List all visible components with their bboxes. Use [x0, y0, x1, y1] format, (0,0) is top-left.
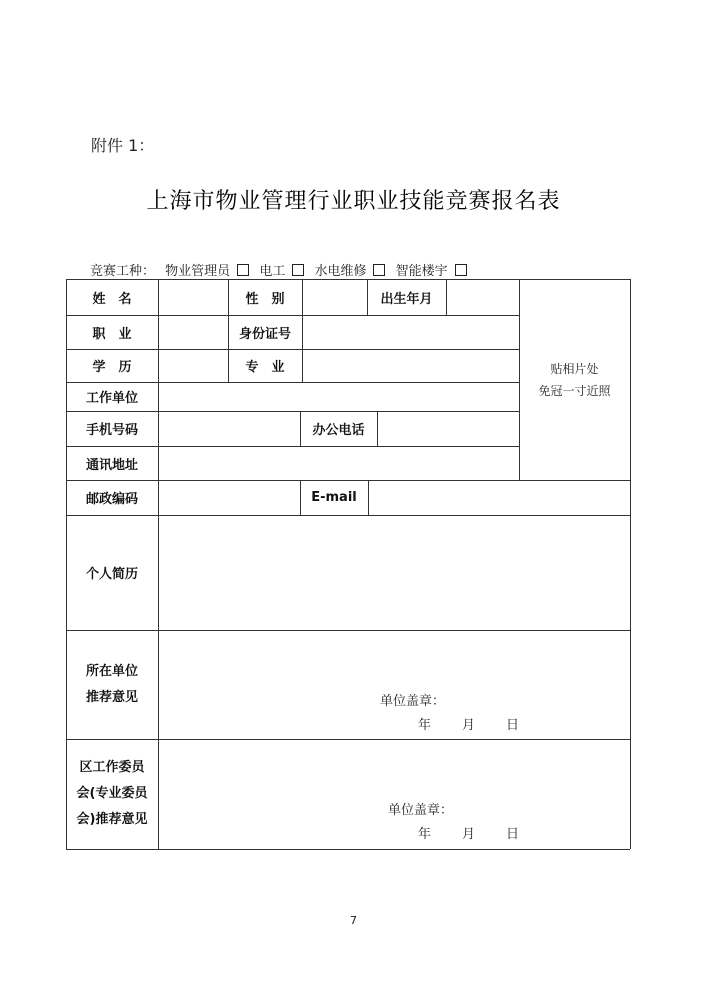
unit-recommendation-label: 所在单位 推荐意见: [85, 663, 138, 705]
checkbox-icon[interactable]: [373, 264, 385, 276]
name-label: 姓 名: [92, 291, 132, 307]
category-option-electrician[interactable]: 电工: [259, 264, 304, 279]
education-field[interactable]: [159, 350, 228, 382]
major-field[interactable]: [303, 350, 519, 382]
postcode-label: 邮政编码: [85, 492, 138, 507]
district-stamp-label: 单位盖章：: [388, 803, 454, 818]
table-border-bottom: [66, 849, 630, 850]
occupation-field[interactable]: [159, 316, 228, 349]
gender-field[interactable]: [303, 280, 367, 315]
district-date: 年 月 日: [418, 827, 520, 842]
birth-date-label: 出生年月: [380, 291, 433, 307]
page-number: 7: [350, 914, 357, 927]
attachment-label: 附件 1：: [91, 136, 155, 155]
form-title: 上海市物业管理行业职业技能竞赛报名表: [146, 189, 561, 214]
checkbox-icon[interactable]: [237, 264, 249, 276]
photo-instruction: 贴相片处: [550, 361, 599, 376]
email-field[interactable]: [369, 481, 630, 515]
district-recommendation-label: 区工作委员 会(专业委员 会)推荐意见: [76, 760, 148, 827]
education-label: 学 历: [92, 360, 132, 375]
photo-requirement: 免冠一寸近照: [538, 383, 611, 398]
category-option-smart-building[interactable]: 智能楼宇: [396, 264, 467, 279]
address-label: 通讯地址: [85, 457, 138, 473]
email-label: E-mail: [311, 490, 357, 505]
table-border-right: [630, 279, 631, 849]
id-number-label: 身份证号: [238, 326, 291, 342]
unit-stamp-label: 单位盖章：: [380, 694, 446, 709]
unit-date: 年 月 日: [418, 718, 520, 733]
unit-recommendation-field[interactable]: [159, 631, 630, 739]
resume-label: 个人简历: [85, 567, 138, 582]
id-number-field[interactable]: [303, 316, 519, 349]
birth-date-field[interactable]: [447, 280, 519, 315]
mobile-field[interactable]: [159, 412, 300, 446]
gender-label: 性 别: [245, 291, 285, 307]
work-unit-field[interactable]: [159, 383, 519, 411]
photo-placeholder[interactable]: [519, 279, 630, 480]
category-label: 竞赛工种：: [90, 264, 156, 279]
address-field[interactable]: [159, 447, 519, 480]
checkbox-icon[interactable]: [455, 264, 467, 276]
office-phone-label: 办公电话: [312, 423, 365, 438]
resume-field[interactable]: [159, 516, 630, 630]
mobile-label: 手机号码: [85, 423, 138, 438]
category-option-plumbing[interactable]: 水电维修: [314, 264, 385, 279]
occupation-label: 职 业: [92, 326, 132, 342]
district-recommendation-field[interactable]: [159, 740, 630, 849]
category-option-property-manager[interactable]: 物业管理员: [165, 264, 249, 279]
major-label: 专 业: [245, 360, 285, 375]
competition-category-row: [90, 260, 473, 279]
office-phone-field[interactable]: [378, 412, 519, 446]
work-unit-label: 工作单位: [85, 391, 138, 406]
checkbox-icon[interactable]: [292, 264, 304, 276]
postcode-field[interactable]: [159, 481, 300, 515]
name-field[interactable]: [159, 280, 228, 315]
